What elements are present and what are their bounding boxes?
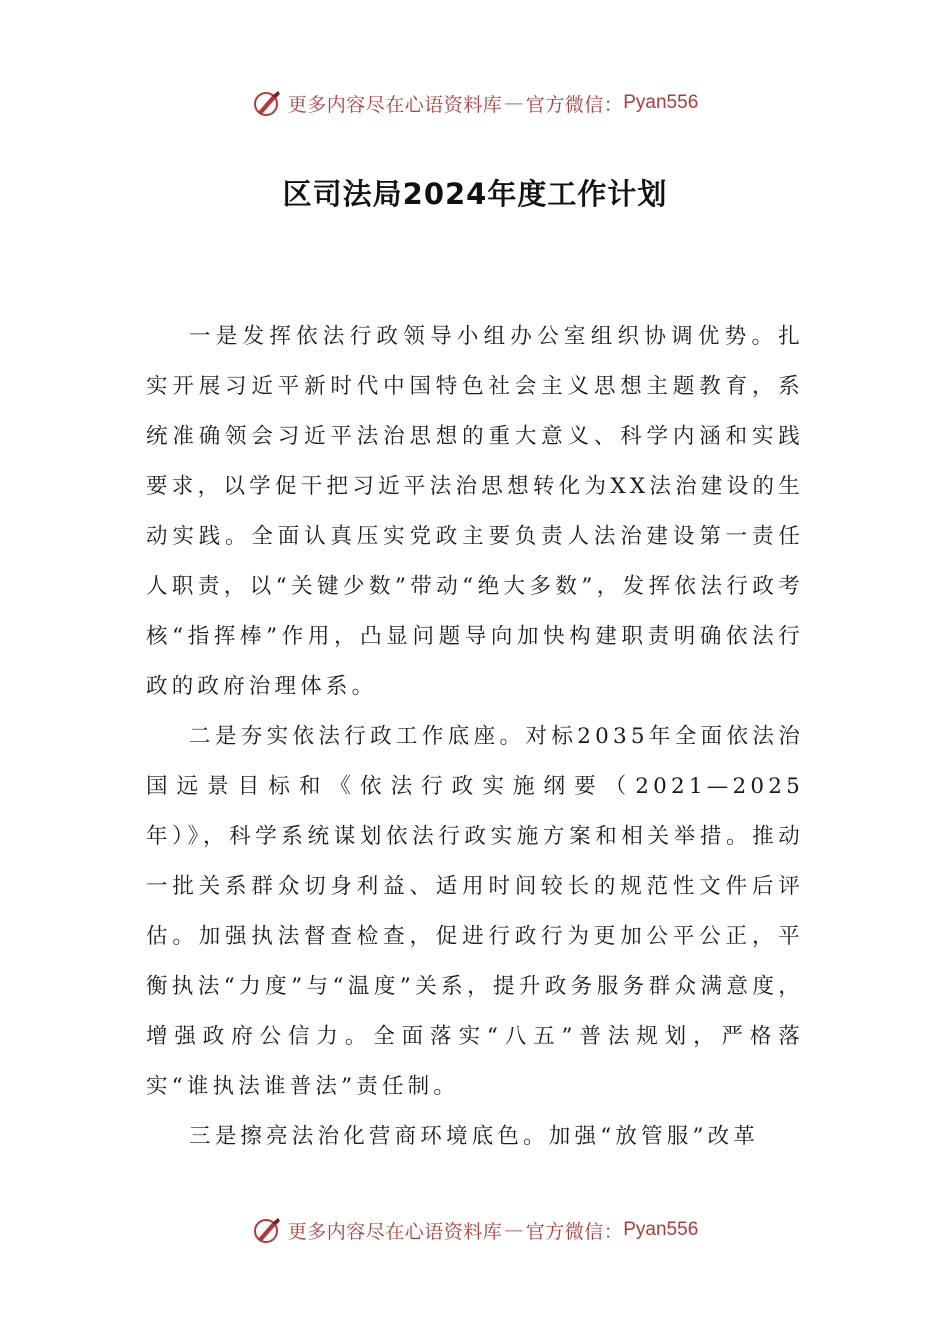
watermark-text: 更多内容尽在心语资料库 [287,1220,503,1243]
paragraph: 三是擦亮法治化营商环境底色。加强“放管服”改革 [189,1124,760,1149]
document-title: 区司法局2024年度工作计划 [282,177,668,211]
pen-circle-logo-icon [252,1215,282,1245]
paragraph: 二是夯实依法行政工作底座。对标2035年全面依法治国远景目标和《依法行政实施纲要（2021—2025年）》，科学系统谋划依法行政实施方案和相关举措。推动一批关系群众切身利益、适用时间较长的规范性文件后评估。加强执法督查检查，促进行政行为更加公平公正，平衡执法“力度”与“温度”关系，提升政务服务群众满意度，增强政府公信力。全面落实“八五”普法规划，严格落实“谁执法谁普法”责任制。 [146,724,804,1099]
watermark-label: 官方微信： [525,93,624,116]
watermark-label: 官方微信： [525,1220,624,1243]
watermark-id: Pyan556 [623,92,699,113]
watermark-dash: — [504,92,524,114]
watermark-footer [0,1210,950,1250]
watermark-dash: — [504,1219,524,1241]
watermark-text: 更多内容尽在心语资料库 [287,93,503,116]
paragraph: 一是发挥依法行政领导小组办公室组织协调优势。扎实开展习近平新时代中国特色社会主义思想主题教育，系统准确领会习近平法治思想的重大意义、科学内涵和实践要求，以学促干把习近平法治思想转化为XX法治建设的生动实践。全面认真压实党政主要负责人法治建设第一责任人职责，以“关键少数”带动“绝大多数”，发挥依法行政考核“指挥棒”作用，凸显问题导向加快构建职责明确依法行政的政府治理体系。 [146,324,804,699]
document-body [146,312,804,1162]
watermark-header [0,83,950,123]
watermark-id: Pyan556 [623,1219,699,1240]
pen-circle-logo-icon [252,88,282,118]
